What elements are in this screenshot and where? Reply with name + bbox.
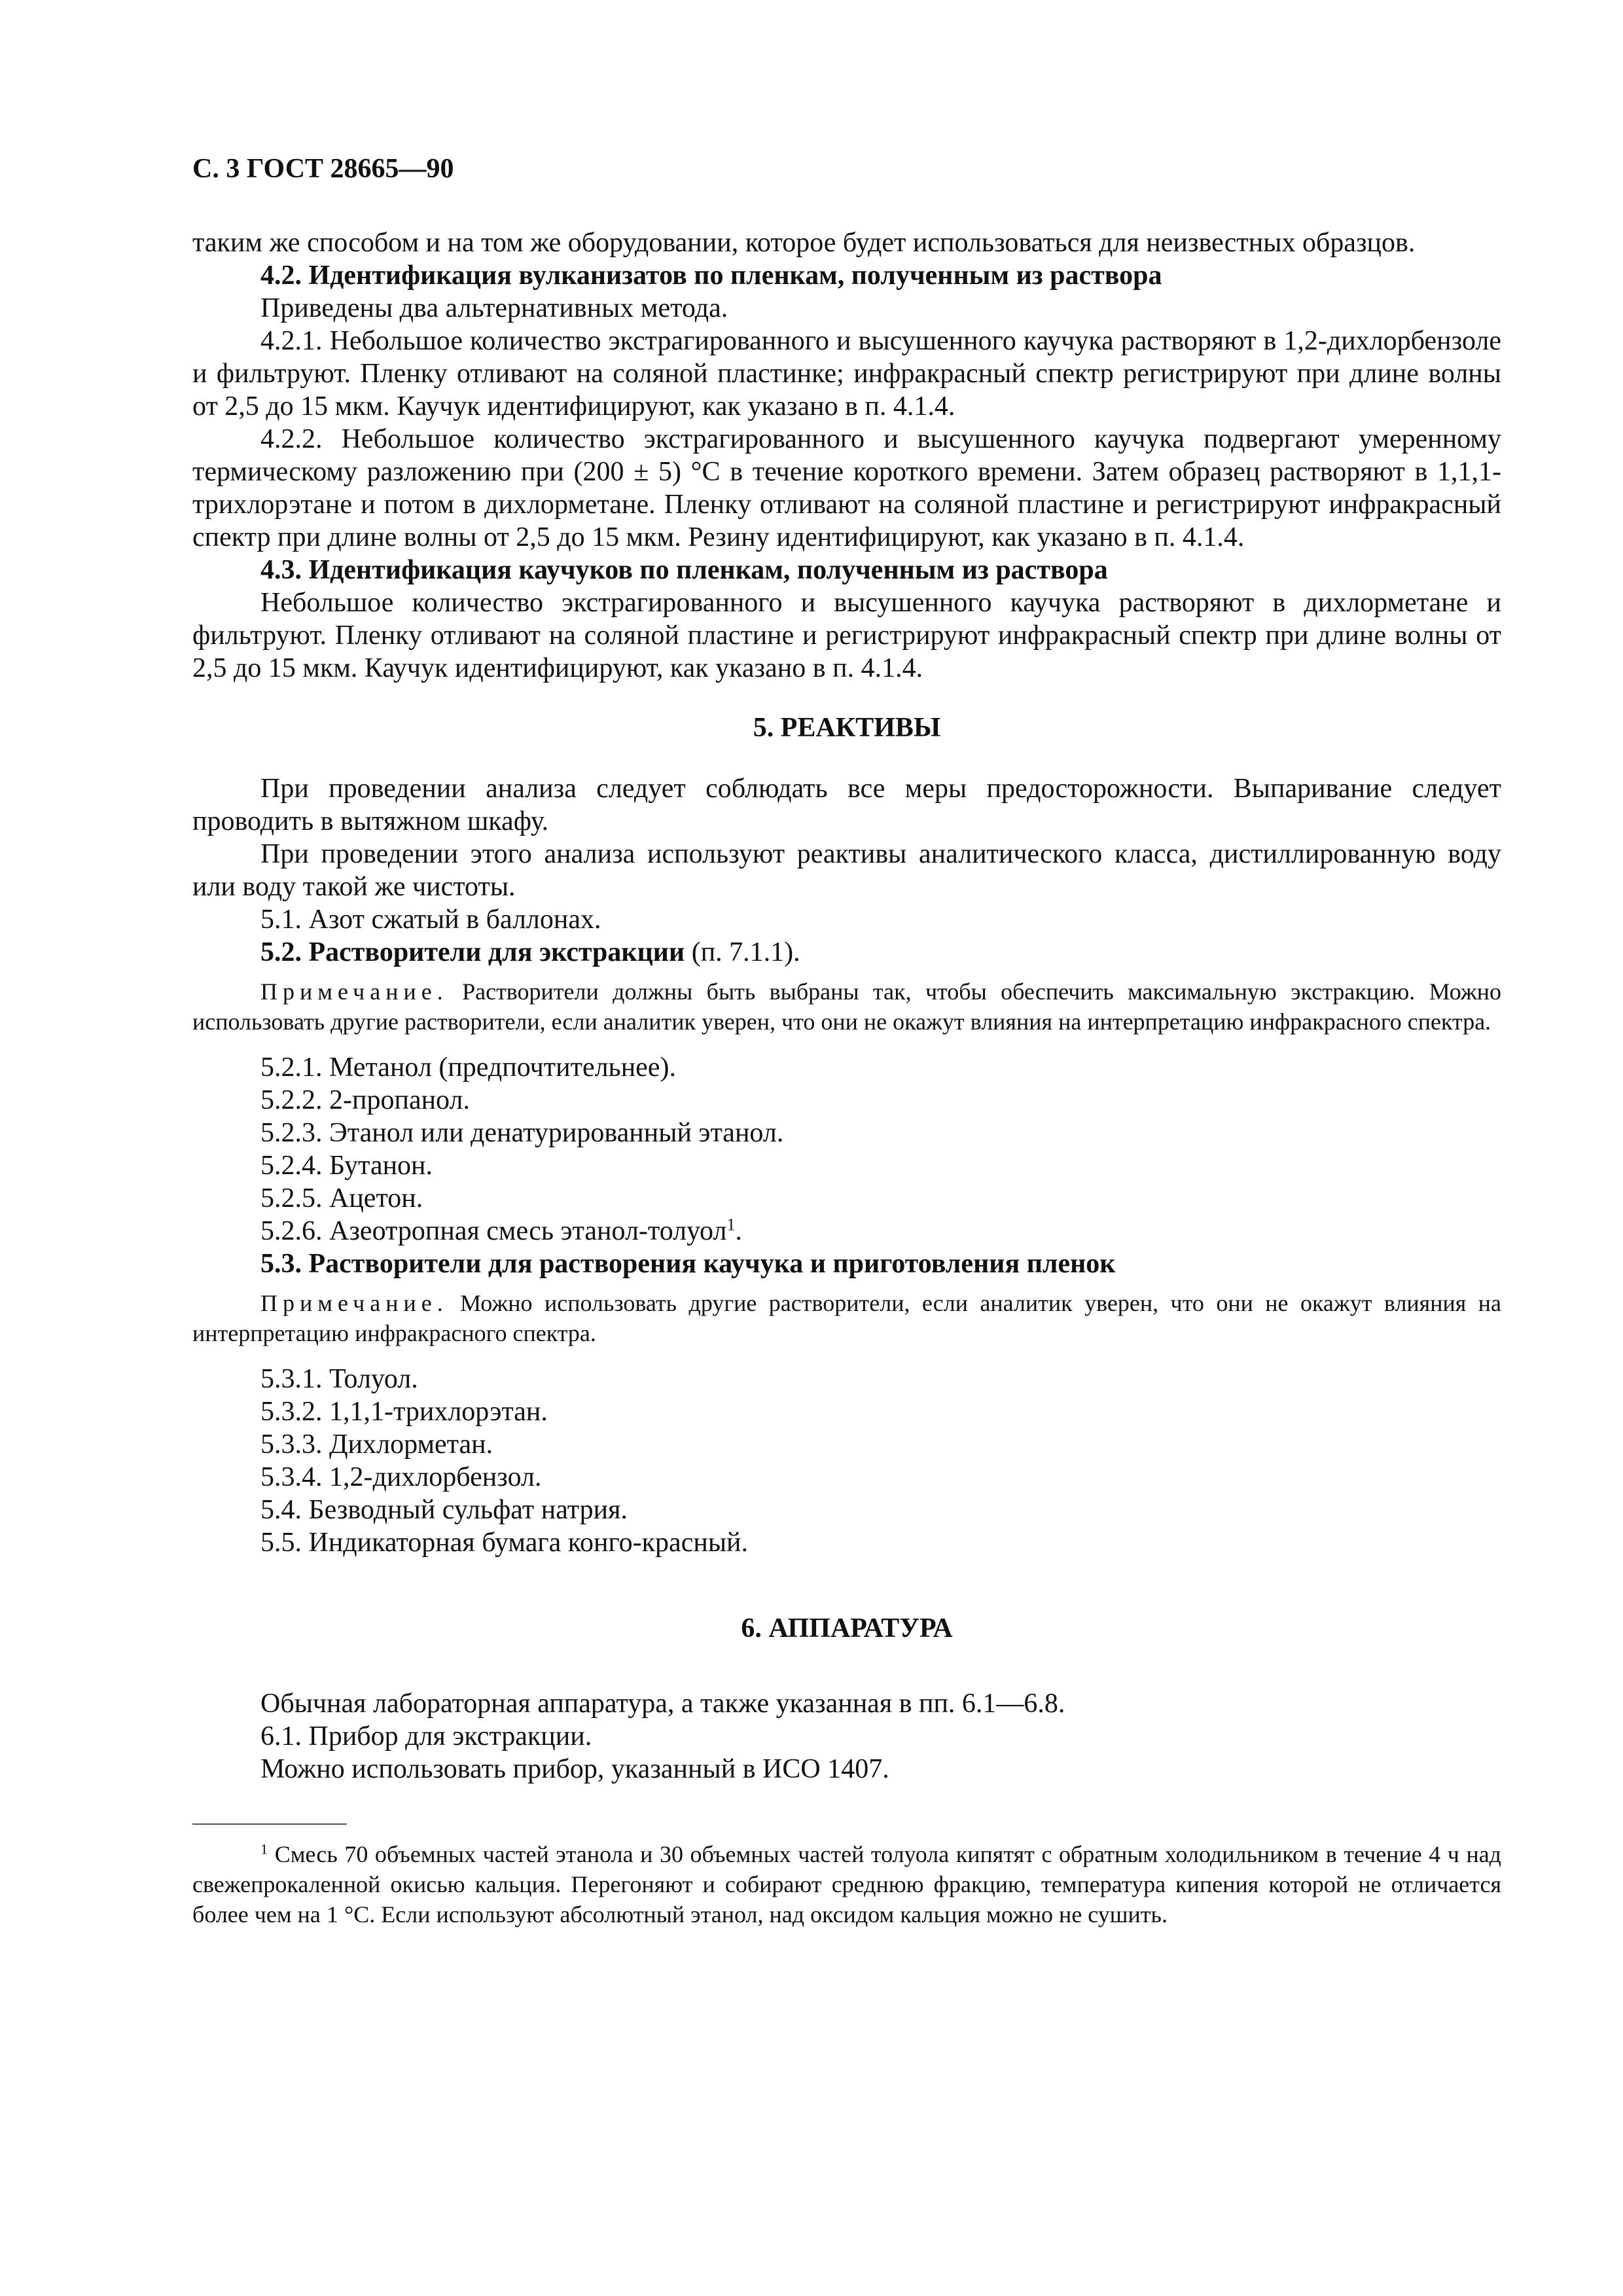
section-5-paragraph-1: При проведении анализа следует соблюдать все меры предосторожности. Выпаривание следует проводить в вытяжном шкафу.: [192, 774, 1501, 836]
item-5-1: 5.1. Азот сжатый в баллонах.: [260, 905, 601, 935]
heading-4-2: 4.2. Идентификация вулканизатов по пленкам, полученным из раствора: [260, 260, 1162, 291]
footnote-mark: 1: [260, 1840, 268, 1857]
heading-4-3: 4.3. Идентификация каучуков по пленкам, полученным из раствора: [260, 555, 1108, 585]
note-label: Примечание.: [260, 978, 448, 1005]
section-6-paragraph-2: Можно использовать прибор, указанный в ИСО 1407.: [260, 1754, 889, 1784]
paragraph-4-2-intro: Приведены два альтернативных метода.: [260, 293, 728, 323]
section-5-paragraph-2: При проведении этого анализа используют реактивы аналитического класса, дистиллированную воду или воду такой же чистоты.: [192, 839, 1501, 902]
item-5-2-6-text: 5.2.6. Азеотропная смесь этанол-толуол: [260, 1216, 727, 1246]
note-5-3: [192, 1288, 1501, 1348]
list-item: 5.2.5. Ацетон.: [260, 1183, 423, 1213]
list-item: 5.2.3. Этанол или денатурированный этанол.: [260, 1118, 784, 1148]
heading-5-3: 5.3. Растворители для растворения каучука и приготовления пленок: [260, 1249, 1116, 1279]
heading-5-2-title: 5.2. Растворители для экстракции: [260, 937, 685, 967]
list-item: 5.2.1. Метанол (предпочтительнее).: [260, 1052, 676, 1083]
list-item: 5.3.4. 1,2-дихлорбензол.: [260, 1462, 542, 1492]
note-5-2: [192, 977, 1501, 1037]
footnote-separator: [192, 1823, 347, 1825]
note-label: Примечание.: [260, 1290, 448, 1316]
running-head: С. 3 ГОСТ 28665—90: [192, 154, 454, 184]
paragraph-4-3: Небольшое количество экстрагированного и высушенного каучука растворяют в дихлорметане и фильтруют. Пленку отливают на соляной пластине и регистрируют инфракрасный спектр при длине волны от 2,5 до 15 мкм. Каучук идентифицируют, как указано в п. 4.1.4.: [192, 588, 1501, 683]
section-6-title: 6. АППАРАТУРА: [741, 1613, 953, 1643]
section-5-title: 5. РЕАКТИВЫ: [753, 713, 941, 743]
paragraph-4-2-1: 4.2.1. Небольшое количество экстрагированного и высушенного каучука растворяют в 1,2-дихлорбензоле и фильтруют. Пленку отливают на соляной пластинке; инфракрасный спектр регистрируют при длине волны от 2,5 до 15 мкм. Каучук идентифицируют, как указано в п. 4.1.4.: [192, 326, 1501, 422]
heading-5-2-reference: (п. 7.1.1).: [685, 937, 800, 967]
list-item: 5.5. Индикаторная бумага конго-красный.: [260, 1528, 749, 1558]
note-text: Растворители должны быть выбраны так, чтобы обеспечить максимальную экстракцию. Можно использовать другие растворители, если аналитик уверен, что они не окажут влияния на интерпретацию инфракрасного спектра.: [192, 978, 1501, 1035]
continued-paragraph: таким же способом и на том же оборудовании, которое будет использоваться для неизвестных образцов.: [192, 228, 1416, 258]
note-text: Можно использовать другие растворители, если аналитик уверен, что они не окажут влияния на интерпретацию инфракрасного спектра.: [192, 1290, 1501, 1346]
list-item: 5.3.3. Дихлорметан.: [260, 1429, 493, 1460]
footnote-reference: 1: [726, 1215, 736, 1234]
list-item: 5.3.1. Толуол.: [260, 1364, 418, 1394]
footnote-text: Смесь 70 объемных частей этанола и 30 объемных частей толуола кипятят с обратным холодильником в течение 4 ч над свежепрокаленной окисью кальция. Перегоняют и собирают среднюю фракцию, температура кипения которой не отличается более чем на 1 °С. Если используют абсолютный этанол, над оксидом кальция можно не сушить.: [192, 1841, 1501, 1928]
item-5-2-6-end: .: [735, 1216, 742, 1246]
list-item: 5.2.2. 2-пропанол.: [260, 1085, 470, 1115]
paragraph-4-2-2: 4.2.2. Небольшое количество экстрагированного и высушенного каучука подвергают умеренному термическому разложению при (200 ± 5) °С в течение короткого времени. Затем образец растворяют в 1,1,1-трихлорэтане и потом в дихлорметане. Пленку отливают на соляной пластине и регистрируют инфракрасный спектр при длине волны от 2,5 до 15 мкм. Резину идентифицируют, как указано в п. 4.1.4.: [192, 424, 1501, 552]
list-item: 5.3.2. 1,1,1-трихлорэтан.: [260, 1397, 548, 1427]
list-item: 5.2.4. Бутанон.: [260, 1151, 433, 1181]
section-6-paragraph-1: Обычная лабораторная аппаратура, а также указанная в пп. 6.1—6.8.: [260, 1689, 1065, 1719]
item-6-1: 6.1. Прибор для экстракции.: [260, 1721, 592, 1751]
footnote: [192, 1839, 1501, 1929]
item-5-2-6: [192, 1215, 1501, 1247]
list-item: 5.4. Безводный сульфат натрия.: [260, 1495, 628, 1525]
list-5-3: [192, 1363, 1501, 1559]
document-page: [192, 151, 1501, 1929]
heading-5-2: [192, 936, 1501, 969]
list-5-2: [192, 1051, 1501, 1247]
